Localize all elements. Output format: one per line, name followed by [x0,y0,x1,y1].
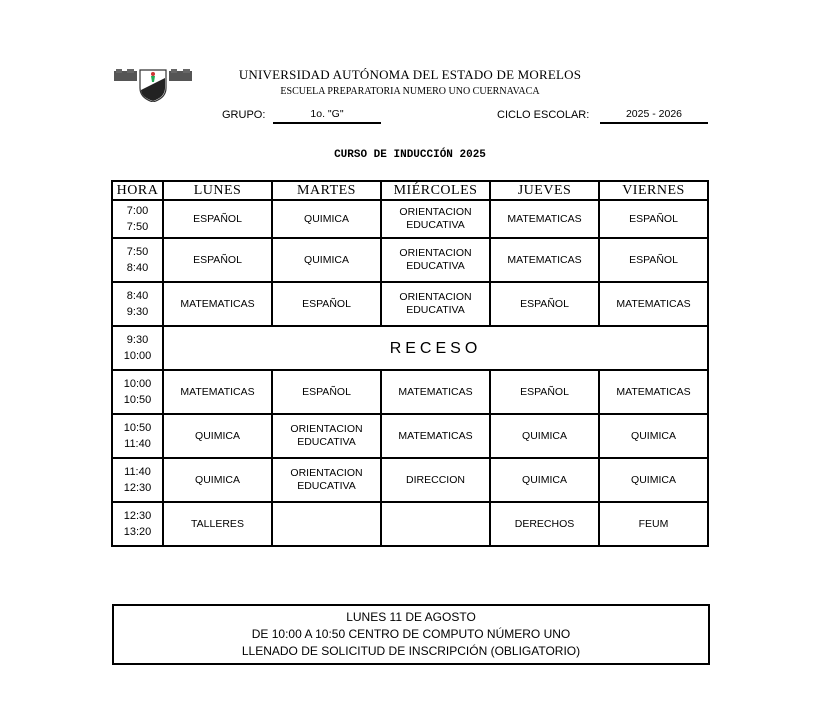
subject-text: MATEMATICAS [616,297,691,310]
subject-cell [381,502,490,546]
subject-cell [490,502,599,546]
subject-text: QUIMICA [304,253,349,266]
header-jueves: JUEVES [490,181,599,200]
subject-text: QUIMICA [631,473,676,486]
subject-cell [490,200,599,238]
subject-cell [381,370,490,414]
university-name: UNIVERSIDAD AUTÓNOMA DEL ESTADO DE MORELOS [238,67,582,82]
time-cell [112,282,163,326]
time-start: 10:50 [123,422,152,434]
grupo-value: 1o. "G" [273,108,381,124]
subject-text: ORIENTACION [290,423,363,435]
time-start: 8:40 [126,290,149,302]
subject-text: ESPAÑOL [520,385,569,398]
subject-text: ESPAÑOL [302,385,351,398]
subject-cell [272,370,381,414]
time-cell [112,458,163,502]
subject-text: MATEMATICAS [180,385,255,398]
subject-cell [163,458,272,502]
subject-text: MATEMATICAS [398,385,473,398]
subject-cell [490,458,599,502]
subject-cell [381,238,490,282]
notice-line: DE 10:00 A 10:50 CENTRO DE COMPUTO NÚMERO UNO [251,627,571,641]
subject-cell [163,370,272,414]
subject-cell [163,238,272,282]
subject-text: EDUCATIVA [297,436,356,448]
subject-text: MATEMATICAS [507,253,582,266]
subject-text: EDUCATIVA [406,304,465,316]
notice-line: LLENADO DE SOLICITUD DE INSCRIPCIÓN (OBLIGATORIO) [241,644,581,658]
university-logo [114,68,192,102]
subject-cell [490,414,599,458]
subject-cell [272,502,381,546]
subject-text: ORIENTACION [399,206,472,218]
time-cell [112,502,163,546]
subject-text: TALLERES [191,517,244,530]
subject-cell [599,238,708,282]
table-row [112,200,708,238]
table-row [112,238,708,282]
time-cell [112,370,163,414]
subject-text: ORIENTACION [399,247,472,259]
notice-box [112,604,710,665]
break-cell: RECESO [163,326,708,370]
subject-text: ESPAÑOL [629,253,678,266]
table-row [112,458,708,502]
header-lunes: LUNES [163,181,272,200]
subject-cell [599,370,708,414]
subject-cell [163,414,272,458]
schedule-table [111,180,709,547]
subject-cell [272,238,381,282]
subject-cell [599,458,708,502]
subject-cell [272,282,381,326]
subject-text: EDUCATIVA [406,260,465,272]
time-cell [112,200,163,238]
time-start: 7:00 [126,205,149,217]
subject-text: ESPAÑOL [193,212,242,225]
subject-text: ORIENTACION [290,467,363,479]
subject-text: ORIENTACION [399,291,472,303]
subject-cell [381,200,490,238]
course-title: CURSO DE INDUCCIÓN 2025 [334,149,486,161]
time-end: 10:00 [123,350,152,362]
header-hora: HORA [112,181,163,200]
time-cell [112,414,163,458]
subject-text: MATEMATICAS [507,212,582,225]
time-start: 11:40 [124,466,151,478]
header-row [112,181,708,200]
subject-text: ESPAÑOL [520,297,569,310]
subject-cell [599,200,708,238]
subject-text: QUIMICA [522,429,567,442]
time-cell [112,326,163,370]
subject-cell [163,282,272,326]
table-row [112,414,708,458]
time-end: 12:30 [123,482,152,494]
table-row [112,502,708,546]
time-end: 9:30 [126,306,149,318]
time-end: 10:50 [123,394,152,406]
time-start: 10:00 [123,378,152,390]
school-name: ESCUELA PREPARATORIA NUMERO UNO CUERNAVACA [280,86,540,97]
subject-cell [381,458,490,502]
subject-cell [272,414,381,458]
time-start: 12:30 [123,510,152,522]
subject-text: ESPAÑOL [302,297,351,310]
subject-cell [163,200,272,238]
subject-text: DIRECCION [406,473,465,486]
header-viernes: VIERNES [599,181,708,200]
time-start: 9:30 [126,334,149,346]
subject-text: ESPAÑOL [629,212,678,225]
subject-text: MATEMATICAS [180,297,255,310]
time-end: 13:20 [123,526,152,538]
subject-text: EDUCATIVA [406,219,465,231]
subject-text: FEUM [638,517,669,530]
table-row [112,326,708,370]
time-end: 7:50 [126,221,149,233]
header-martes: MARTES [272,181,381,200]
subject-text: QUIMICA [195,473,240,486]
table-row [112,370,708,414]
subject-cell [272,200,381,238]
subject-text: QUIMICA [195,429,240,442]
subject-text: QUIMICA [631,429,676,442]
notice-line: LUNES 11 DE AGOSTO [346,610,476,624]
subject-cell [490,238,599,282]
subject-cell [381,282,490,326]
time-end: 11:40 [124,438,151,450]
time-cell [112,238,163,282]
subject-cell [381,414,490,458]
subject-cell [599,414,708,458]
subject-cell [490,370,599,414]
grupo-label: GRUPO: [222,109,266,121]
subject-text: QUIMICA [304,212,349,225]
subject-cell [163,502,272,546]
ciclo-value: 2025 - 2026 [600,108,708,124]
header-miercoles: MIÉRCOLES [381,181,490,200]
time-end: 8:40 [126,262,149,274]
subject-cell [599,502,708,546]
subject-text: MATEMATICAS [616,385,691,398]
subject-text: DERECHOS [514,517,575,530]
subject-text: EDUCATIVA [297,480,356,492]
ciclo-label: CICLO ESCOLAR: [497,109,590,121]
time-start: 7:50 [126,246,149,258]
subject-cell [272,458,381,502]
subject-text: MATEMATICAS [398,429,473,442]
subject-text: QUIMICA [522,473,567,486]
table-row [112,282,708,326]
subject-text: ESPAÑOL [193,253,242,266]
subject-cell [490,282,599,326]
subject-cell [599,282,708,326]
